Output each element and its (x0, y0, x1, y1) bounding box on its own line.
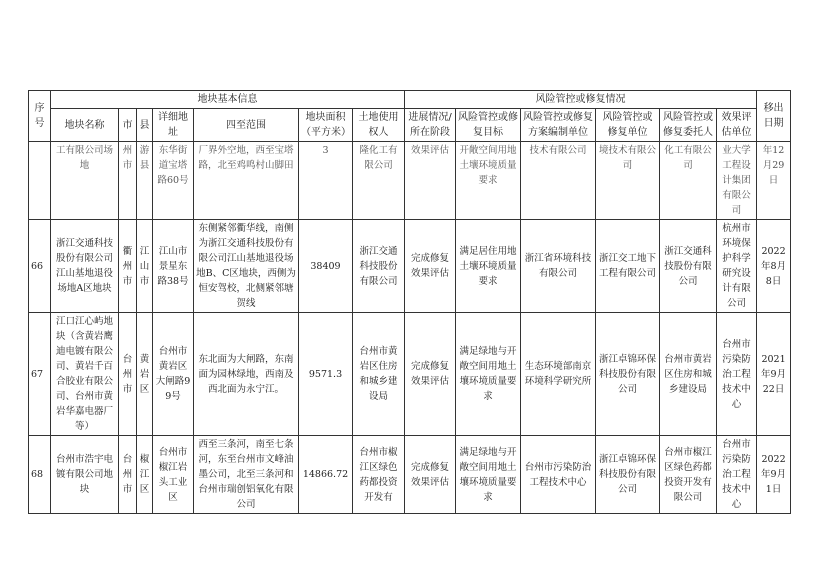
header-col: 详细地址 (153, 109, 194, 142)
table-row (29, 220, 791, 313)
table-cell: 效果评估 (405, 142, 456, 220)
table-cell: 台州市浩宇电镀有限公司地块 (51, 436, 119, 514)
table-cell: 隆化工有限公司 (353, 142, 405, 220)
table-cell: 2021年9月22日 (757, 313, 791, 436)
table-cell: 江山市景星东路38号 (153, 220, 194, 313)
table-cell: 满足绿地与开敞空间用地土壤环境质量要求 (456, 313, 521, 436)
table-cell: 衢州市 (119, 220, 137, 313)
table-cell: 黄岩区 (137, 313, 153, 436)
table-cell: 东北面为大闸路，东南面为园林绿地，西南及西北面为永宁江。 (194, 313, 299, 436)
table-cell: 浙江交通科技股份有限公司 (660, 220, 717, 313)
table-cell: 台州市污染防治工程技术中心 (717, 313, 757, 436)
header-col: 四至范围 (194, 109, 299, 142)
table-row (29, 142, 791, 220)
header-col: 县 (137, 109, 153, 142)
header-col: 效果评估单位 (717, 109, 757, 142)
table-cell: 38409 (299, 220, 353, 313)
table-cell: 完成修复效果评估 (405, 313, 456, 436)
table-cell: 台州市黄岩区大闸路99号 (153, 313, 194, 436)
table-cell: 杭州市环境保护科学研究设计有限公司 (717, 220, 757, 313)
header-col: 风险管控或修复目标 (456, 109, 521, 142)
table-cell: 14866.72 (299, 436, 353, 514)
table-cell: 台州市污染防治工程技术中心 (521, 436, 596, 514)
table-cell: 开敞空间用地土壤环境质量要求 (456, 142, 521, 220)
header-col: 地块名称 (51, 109, 119, 142)
site-removal-table (28, 90, 791, 514)
row-seq: 66 (29, 220, 51, 313)
table-row (29, 436, 791, 514)
header-removal-date: 移出日期 (757, 91, 791, 142)
table-cell: 厂界外空地，西至宝塔路，北至鸡鸣村山脚田 (194, 142, 299, 220)
table-cell: 台州市 (119, 313, 137, 436)
header-col: 市 (119, 109, 137, 142)
table-cell: 2022年9月1日 (757, 436, 791, 514)
row-seq (29, 142, 51, 220)
table-cell: 技术有限公司 (521, 142, 596, 220)
header-col: 土地使用权人 (353, 109, 405, 142)
table-cell: 浙江卓锦环保科技股份有限公司 (596, 313, 660, 436)
table-cell: 年12月29日 (757, 142, 791, 220)
table-row (29, 313, 791, 436)
table-cell: 生态环境部南京环境科学研究所 (521, 313, 596, 436)
table-cell: 浙江卓锦环保科技股份有限公司 (596, 436, 660, 514)
header-row-2 (29, 109, 791, 142)
header-group-basic: 地块基本信息 (51, 91, 405, 109)
header-col: 进展情况/所在阶段 (405, 109, 456, 142)
table-cell: 台州市椒江区绿色药都投资开发有 (353, 436, 405, 514)
table-cell: 台州市黄岩区住房和城乡建设局 (660, 313, 717, 436)
table-cell: 浙江省环境科技有限公司 (521, 220, 596, 313)
table-cell: 台州市椒江岩头工业区 (153, 436, 194, 514)
table-cell: 工有限公司场地 (51, 142, 119, 220)
table-cell: 西至三条河，南至七条河，东至台州市文峰油墨公司，北至三条河和台州市瑞创铝氧化有限公司 (194, 436, 299, 514)
table-cell: 州市 (119, 142, 137, 220)
row-seq: 67 (29, 313, 51, 436)
table-cell: 2022年8月8日 (757, 220, 791, 313)
table-cell: 完成修复效果评估 (405, 220, 456, 313)
table-cell: 3 (299, 142, 353, 220)
header-col: 风险管控或修复委托人 (660, 109, 717, 142)
row-seq: 68 (29, 436, 51, 514)
table-cell: 东华街道宝塔路60号 (153, 142, 194, 220)
table-cell: 完成修复效果评估 (405, 436, 456, 514)
header-col: 地块面积（平方米） (299, 109, 353, 142)
header-seq: 序号 (29, 91, 51, 142)
table-cell: 台州市污染防治工程技术中心 (717, 436, 757, 514)
table-cell: 境技术有限公司 (596, 142, 660, 220)
header-col: 风险管控或修复方案编制单位 (521, 109, 596, 142)
table-cell: 浙江交通科技股份有限公司 (353, 220, 405, 313)
table-cell: 浙江交工地下工程有限公司 (596, 220, 660, 313)
table-cell: 台州市 (119, 436, 137, 514)
table-cell: 浙江交通科技股份有限公司江山基地退役场地A区地块 (51, 220, 119, 313)
table-cell: 化工有限公司 (660, 142, 717, 220)
header-group-risk: 风险管控或修复情况 (405, 91, 757, 109)
table-cell: 满足绿地与开敞空间用地土壤环境质量要求 (456, 436, 521, 514)
table-cell: 业大学工程设计集团有限公司 (717, 142, 757, 220)
table-cell: 江山市 (137, 220, 153, 313)
table-cell: 台州市椒江区绿色药都投资开发有限公司 (660, 436, 717, 514)
table-cell: 江口江心屿地块（含黄岩鹰迪电镀有限公司、黄岩千百合胶业有限公司、台州市黄岩华嘉电器厂等） (51, 313, 119, 436)
header-col: 风险管控或修复单位 (596, 109, 660, 142)
table-cell: 9571.3 (299, 313, 353, 436)
table-cell: 满足居住用地土壤环境质量要求 (456, 220, 521, 313)
header-row-1 (29, 91, 791, 109)
table-cell: 椒江区 (137, 436, 153, 514)
table-cell: 台州市黄岩区住房和城乡建设局 (353, 313, 405, 436)
table-cell: 游县 (137, 142, 153, 220)
table-cell: 东侧紧邻衢华线，南侧为浙江交通科技股份有限公司江山基地退役场地B、C区地块，西侧为恒安驾校，北侧紧邻塘贺线 (194, 220, 299, 313)
